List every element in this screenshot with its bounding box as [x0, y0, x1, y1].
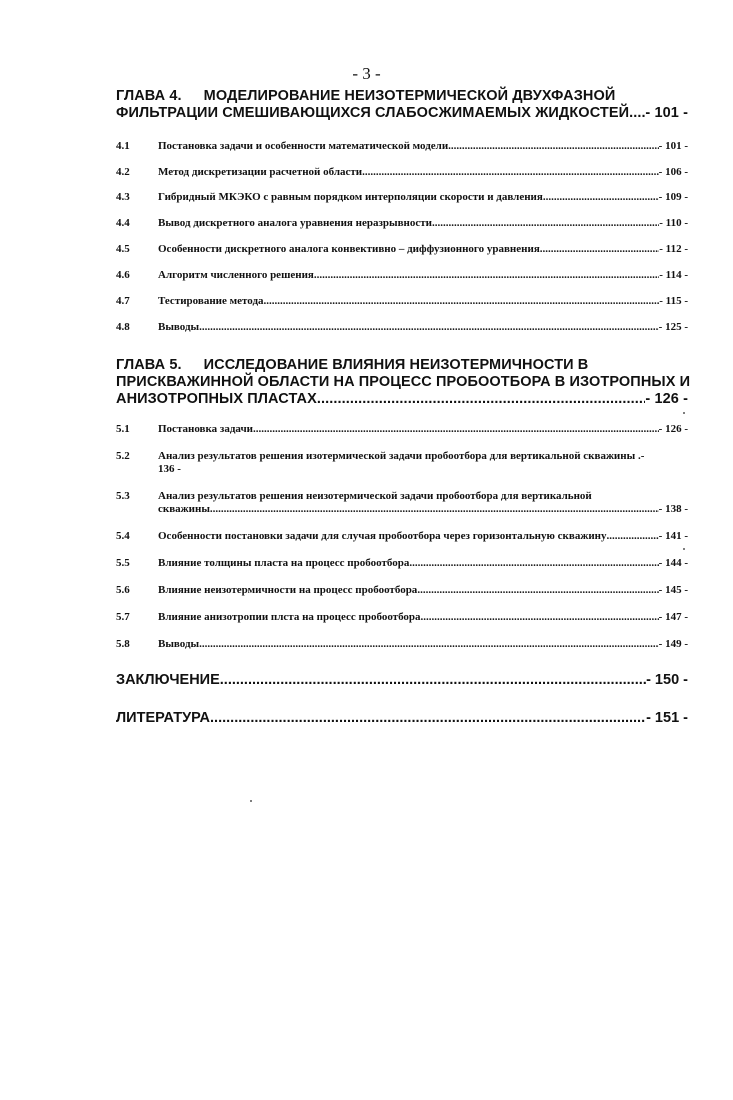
- section-title: Постановка задачи и особенности математической модели: [158, 140, 449, 152]
- section-number: 5.4: [116, 530, 130, 542]
- section-page: - 110 -: [659, 217, 688, 229]
- section-page: - 145 -: [658, 584, 688, 596]
- section-page: - 144 -: [658, 557, 688, 569]
- section-number: 4.2: [116, 166, 130, 178]
- toc-entry-5-2: [116, 450, 688, 476]
- section-number: 5.5: [116, 557, 130, 569]
- dot-leader: [220, 672, 646, 689]
- section-title: Метод дискретизации расчетной области: [158, 166, 363, 178]
- section-title: Алгоритм численного решения: [158, 269, 314, 281]
- section-page: - 138 -: [658, 503, 688, 515]
- literature-page: - 151 -: [646, 710, 688, 726]
- section-title-line1: Анализ результатов решения изотермической задачи пробоотбора для вертикальной скважины .-: [158, 450, 645, 462]
- section-title: Особенности постановки задачи для случая пробоотбора через горизонтальную скважину: [158, 530, 607, 542]
- section-page: - 106 -: [658, 166, 688, 178]
- scan-speck: [683, 548, 685, 550]
- section-page: - 109 -: [658, 191, 688, 203]
- section-title-line2: 136 -: [158, 463, 181, 475]
- section-title-line1: Анализ результатов решения неизотермической задачи пробоотбора для вертикальной: [158, 490, 592, 502]
- chapter-5-title-line1: ИССЛЕДОВАНИЕ ВЛИЯНИЯ НЕИЗОТЕРМИЧНОСТИ В: [203, 357, 589, 373]
- section-number: 5.2: [116, 450, 130, 462]
- toc-entry-4-8: [116, 321, 688, 334]
- chapter-5-heading: [116, 357, 691, 408]
- section-number: 4.8: [116, 321, 130, 333]
- section-number: 5.6: [116, 584, 130, 596]
- page-number: - 3 -: [352, 64, 381, 83]
- section-page: - 126 -: [658, 423, 688, 435]
- toc-entry-4-4: [116, 217, 688, 230]
- chapter-4-title-line1: МОДЕЛИРОВАНИЕ НЕИЗОТЕРМИЧЕСКОЙ ДВУХФАЗНОЙ: [203, 88, 616, 104]
- section-page: - 141 -: [658, 530, 688, 542]
- section-title: Гибридный МКЭКО с равным порядком интерполяции скорости и давления: [158, 191, 543, 203]
- literature-title: ЛИТЕРАТУРА: [116, 710, 211, 726]
- chapter-4-title-line2: ФИЛЬТРАЦИИ СМЕШИВАЮЩИХСЯ СЛАБОСЖИМАЕМЫХ ЖИДКОСТЕЙ: [116, 105, 630, 121]
- section-number: 5.1: [116, 423, 130, 435]
- section-page: - 125 -: [658, 321, 688, 333]
- chapter-5-title-line2: ПРИСКВАЖИННОЙ ОБЛАСТИ НА ПРОЦЕСС ПРОБООТБОРА В ИЗОТРОПНЫХ И: [116, 374, 691, 390]
- dot-leader: [629, 105, 645, 122]
- toc-entry-5-6: [116, 584, 688, 597]
- section-number: 4.4: [116, 217, 130, 229]
- section-title-line2: скважины: [158, 503, 210, 515]
- dot-leader: [317, 391, 646, 408]
- toc-entry-4-6: [116, 269, 688, 282]
- section-number: 4.3: [116, 191, 130, 203]
- chapter-5-page: - 126 -: [645, 391, 688, 407]
- chapter-4-page: - 101 -: [645, 105, 688, 121]
- section-page: - 114 -: [659, 269, 688, 281]
- toc-entry-4-1: [116, 140, 688, 153]
- toc-entry-5-4: [116, 530, 688, 543]
- section-number: 4.5: [116, 243, 130, 255]
- section-number: 5.7: [116, 611, 130, 623]
- section-title: Выводы: [158, 638, 200, 650]
- section-number: 4.7: [116, 295, 130, 307]
- chapter-5-label: ГЛАВА 5.: [116, 357, 182, 373]
- section-title: Вывод дискретного аналога уравнения неразрывности: [158, 217, 432, 229]
- toc-entry-5-3: [116, 490, 688, 516]
- section-page: - 112 -: [659, 243, 688, 255]
- section-number: 4.6: [116, 269, 130, 281]
- toc-entry-5-7: [116, 611, 688, 624]
- scan-speck: [683, 412, 685, 414]
- toc-entry-4-2: [116, 166, 688, 179]
- toc-conclusion: [116, 672, 688, 689]
- section-title: Постановка задачи: [158, 423, 253, 435]
- toc-entry-4-5: [116, 243, 688, 256]
- dot-leader: [210, 710, 646, 727]
- section-number: 5.3: [116, 490, 130, 502]
- section-number: 4.1: [116, 140, 130, 152]
- section-title: Влияние анизотропии плста на процесс пробоотбора: [158, 611, 421, 623]
- section-title: Влияние толщины пласта на процесс пробоотбора: [158, 557, 410, 569]
- section-page: - 147 -: [658, 611, 688, 623]
- section-page: - 149 -: [658, 638, 688, 650]
- toc-entry-4-7: [116, 295, 688, 308]
- chapter-4-label: ГЛАВА 4.: [116, 88, 182, 104]
- section-page: - 101 -: [658, 140, 688, 152]
- conclusion-page: - 150 -: [646, 672, 688, 688]
- toc-entry-4-3: [116, 191, 688, 204]
- conclusion-title: ЗАКЛЮЧЕНИЕ: [116, 672, 220, 688]
- chapter-5-title-line3: АНИЗОТРОПНЫХ ПЛАСТАХ: [116, 391, 317, 407]
- scan-speck: [250, 800, 252, 802]
- section-title: Влияние неизотермичности на процесс пробоотбора: [158, 584, 418, 596]
- toc-entry-5-5: [116, 557, 688, 570]
- section-page: - 115 -: [659, 295, 688, 307]
- toc-literature: [116, 710, 688, 727]
- section-title: Особенности дискретного аналога конвективно – диффузионного уравнения: [158, 243, 540, 255]
- toc-entry-5-1: [116, 423, 688, 436]
- section-number: 5.8: [116, 638, 130, 650]
- toc-entry-5-8: [116, 638, 688, 651]
- chapter-4-heading: [116, 88, 688, 122]
- section-title: Тестирование метода: [158, 295, 264, 307]
- section-title: Выводы: [158, 321, 200, 333]
